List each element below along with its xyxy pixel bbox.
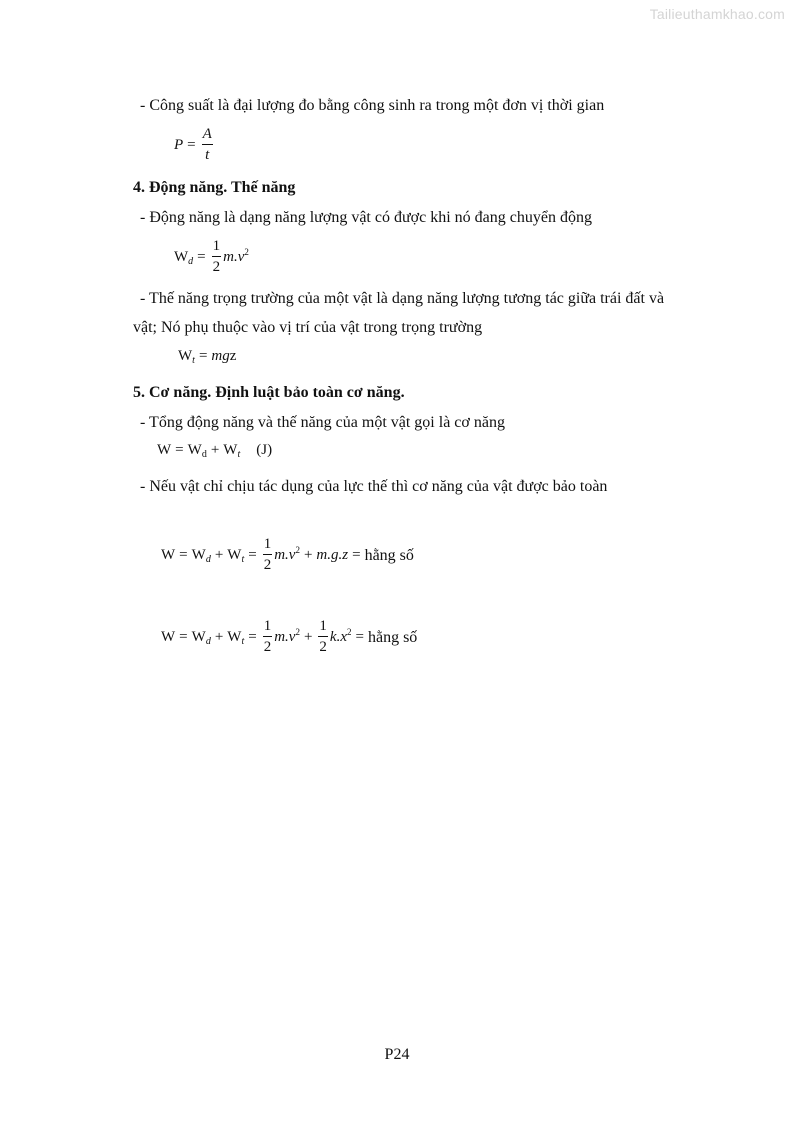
formula-plus: + — [214, 629, 224, 645]
formula-eq: = — [352, 547, 361, 563]
exponent: 2 — [347, 626, 352, 637]
potential-definition-line-2: vật; Nó phụ thuộc vào vị trí của vật trong trọng trường — [133, 319, 483, 336]
fraction-numerator: A — [202, 126, 213, 145]
symbol-w: W — [178, 348, 193, 364]
symbol-wd: W — [191, 629, 206, 645]
formula-eq: = — [175, 442, 184, 458]
fraction — [263, 536, 273, 575]
fraction-numerator: 1 — [263, 536, 273, 555]
unit-label: (J) — [256, 442, 273, 458]
formula-eq: = — [187, 137, 196, 153]
fraction-numerator: 1 — [263, 618, 273, 637]
symbol-wd: W — [191, 547, 206, 563]
subscript-d: d — [188, 256, 194, 267]
subscript-t: t — [241, 554, 245, 565]
term-mgz: m.g.z — [316, 547, 349, 563]
term-mv: m.v — [223, 249, 245, 265]
subscript-t: t — [241, 636, 245, 647]
fraction-denominator: 2 — [263, 639, 272, 655]
watermark: Tailieuthamkhao.com — [649, 6, 785, 22]
term-mv: m.v — [274, 547, 296, 563]
formula-eq: = — [179, 629, 188, 645]
formula-eq: = — [248, 629, 257, 645]
subscript-t: t — [237, 449, 241, 460]
symbol-w: W — [161, 629, 176, 645]
symbol-w: W — [157, 442, 172, 458]
fraction-numerator: 1 — [318, 618, 328, 637]
fraction-denominator: t — [205, 147, 210, 163]
power-definition: - Công suất là đại lượng đo bằng công sinh ra trong một đơn vị thời gian — [140, 97, 605, 114]
symbol-wt: W — [223, 442, 238, 458]
fraction-denominator: 2 — [319, 639, 327, 655]
section-4-heading: 4. Động năng. Thế năng — [133, 179, 296, 196]
symbol-w: W — [161, 547, 176, 563]
mechanical-energy-definition: - Tổng động năng và thế năng của một vật gọi là cơ năng — [140, 414, 505, 431]
page-number: P24 — [384, 1046, 410, 1063]
potential-formula — [178, 348, 236, 365]
fraction — [202, 126, 213, 165]
term-mg: mg — [211, 348, 230, 364]
subscript-t: t — [192, 355, 195, 366]
symbol-w: W — [174, 249, 189, 265]
potential-definition-line-1: - Thế năng trọng trường của một vật là dạng năng lượng tương tác giữa trái đất và — [140, 290, 665, 307]
subscript-d: d — [205, 636, 211, 647]
term-kx: k.x — [329, 629, 347, 645]
subscript-d: d — [201, 449, 207, 460]
conservation-formula-gravity — [161, 536, 414, 575]
formula-plus: + — [303, 629, 313, 645]
symbol-wd: W — [187, 442, 202, 458]
subscript-d: d — [205, 554, 211, 565]
formula-eq: = — [355, 629, 364, 645]
power-formula — [174, 126, 215, 165]
fraction-denominator: 2 — [263, 557, 272, 573]
mechanical-energy-formula — [157, 442, 272, 459]
exponent: 2 — [244, 246, 249, 257]
formula-plus: + — [214, 547, 224, 563]
exponent: 2 — [295, 544, 300, 555]
formula-lhs: P — [174, 137, 184, 153]
conservation-formula-spring — [161, 618, 417, 657]
term-mv: m.v — [274, 629, 296, 645]
constant-label: hằng số — [364, 546, 414, 564]
fraction — [212, 238, 222, 277]
kinetic-definition: - Động năng là dạng năng lượng vật có được khi nó đang chuyển động — [140, 209, 592, 226]
fraction — [263, 618, 273, 657]
symbol-wt: W — [227, 547, 242, 563]
formula-eq: = — [198, 348, 208, 364]
formula-eq: = — [248, 547, 257, 563]
symbol-wt: W — [227, 629, 242, 645]
exponent: 2 — [295, 626, 300, 637]
fraction-denominator: 2 — [212, 259, 221, 275]
formula-plus: + — [210, 442, 220, 458]
formula-plus: + — [303, 547, 313, 563]
constant-label: hằng số — [367, 628, 418, 646]
fraction-numerator: 1 — [212, 238, 222, 257]
section-5-heading: 5. Cơ năng. Định luật bảo toàn cơ năng. — [133, 384, 405, 401]
conservation-statement: - Nếu vật chỉ chịu tác dụng của lực thế thì cơ năng của vật được bảo toàn — [140, 478, 608, 495]
kinetic-formula — [174, 238, 249, 277]
formula-eq: = — [179, 547, 188, 563]
formula-eq: = — [197, 249, 206, 265]
fraction-2 — [318, 618, 328, 657]
term-z: z — [229, 348, 237, 364]
